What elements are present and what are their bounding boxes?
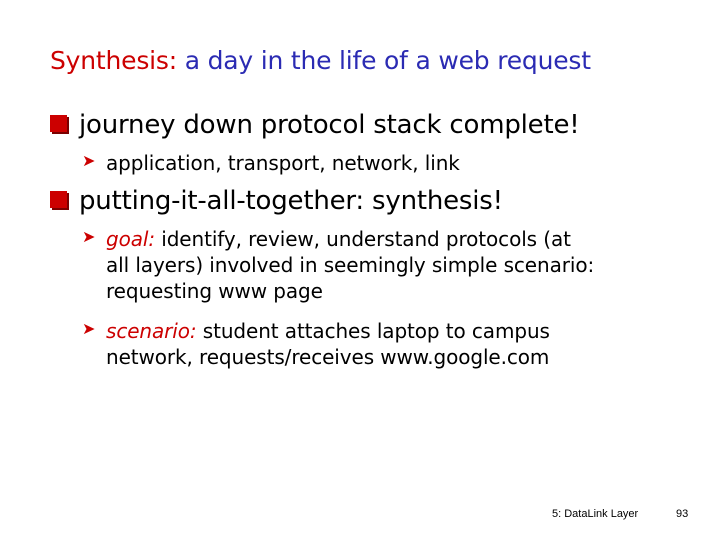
arrow-bullet-icon: ➤ xyxy=(82,227,96,246)
bullet-synthesis-text: putting-it-all-together: synthesis! xyxy=(79,186,503,216)
footer-source: 5: DataLink Layer xyxy=(552,508,639,520)
sub-bullet-scenario-text xyxy=(106,318,550,370)
bullet-journey-text: journey down protocol stack complete! xyxy=(79,110,580,140)
goal-label: goal: xyxy=(106,227,155,251)
arrow-bullet-icon: ➤ xyxy=(82,319,96,338)
page-number: 93 xyxy=(676,508,689,520)
sub-bullet-scenario xyxy=(82,318,550,370)
sub-bullet-goal xyxy=(82,226,594,304)
sub-bullet-layers xyxy=(82,150,460,176)
goal-line-2: all layers) involved in seemingly simple scenario: xyxy=(106,253,595,277)
scenario-line-1: student attaches laptop to campus xyxy=(196,319,550,343)
bullet-journey xyxy=(50,110,579,140)
title-rest: a day in the life of a web request xyxy=(176,46,591,75)
bullet-synthesis xyxy=(50,186,503,216)
sub-bullet-layers-text: application, transport, network, link xyxy=(106,151,460,175)
sub-bullet-goal-text xyxy=(106,226,594,304)
square-bullet-icon xyxy=(50,115,67,132)
slide-title xyxy=(50,46,591,75)
arrow-bullet-icon: ➤ xyxy=(82,151,96,170)
goal-line-1: identify, review, understand protocols (at xyxy=(154,227,571,251)
scenario-line-2: network, requests/receives www.google.com xyxy=(106,345,550,369)
goal-line-3: requesting www page xyxy=(106,279,323,303)
title-accent: Synthesis: xyxy=(50,46,177,75)
square-bullet-icon xyxy=(50,191,67,208)
scenario-label: scenario: xyxy=(106,319,197,343)
